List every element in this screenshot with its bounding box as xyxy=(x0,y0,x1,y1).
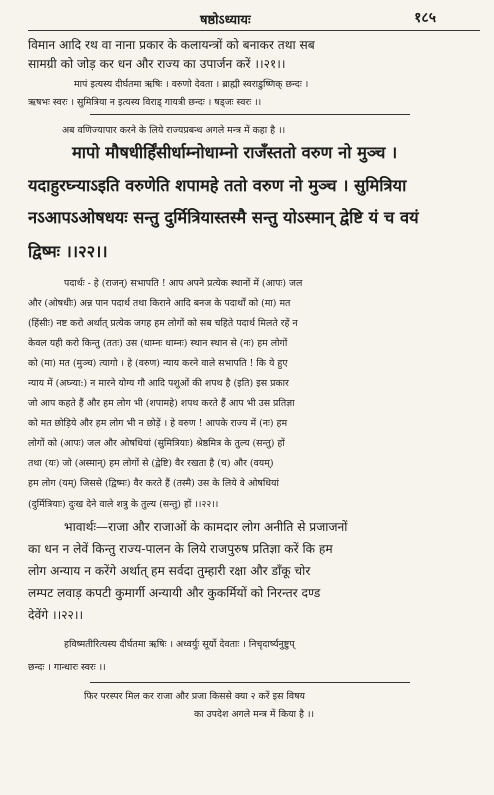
padartha-line: को (मा) मत (मुञ्च) त्यागो । हे (वरुण) न्याय करने वाले सभापति ! कि ये हुए xyxy=(28,358,288,369)
mantra-line: नऽआपऽओषधयः सन्तु दुर्मित्रियास्तस्मै सन्तु योऽस्मान् द्वेष्टि यं च वयं xyxy=(28,208,419,227)
bhavartha-line: का धन न लेवें किन्तु राज्य-पालन के लिये राजपुरुष प्रतिज्ञा करें कि हम xyxy=(28,542,333,556)
padartha-line: तथा (यः) जो (अस्मान्) हम लोगों से (द्वेष्टि) वैर रखता है (च) और (वयम्) xyxy=(28,458,274,469)
page-number: १८५ xyxy=(414,10,436,26)
bhavartha-line: भावार्थः—राजा और राजाओं के कामदार लोग अनीति से प्रजाजनों xyxy=(64,520,348,534)
bhavartha-line: लम्पट लवाड़ कपटी कुमार्गी अन्यायी और कुकर्मियों को निरन्तर दण्ड xyxy=(28,586,321,600)
mantra-meta-line: मापं इत्यस्य दीर्घतमा ऋषिः । वरुणो देवता । ब्राह्मी स्वराडुष्णिक् छन्दः । xyxy=(74,79,309,90)
padartha-line: केवल यही करो किन्तु (ततः) उस (धाम्नः धाम्नः) स्थान स्थान से (नः) हम लोगों xyxy=(28,338,288,349)
mantra-intro: अब वणिज्यापार करने के लिये राज्यप्रबन्ध अगले मन्त्र में कहा है ।। xyxy=(62,125,286,136)
padartha-line: (हिंसीः) नष्ट करो अर्थात् प्रत्येक जगह हम लोगों को सब चहिते पदार्थ मिलते रहें न xyxy=(28,318,298,329)
bhavartha-line: लोग अन्याय न करेंगे अर्थात् हम सर्वदा तुम्हारी रक्षा और डाँकू चोर xyxy=(28,564,311,578)
section-divider xyxy=(90,682,410,683)
page-header xyxy=(0,8,494,30)
next-mantra-intro: फिर परस्पर मिल कर राजा और प्रजा किससे क्या २ करें इस विषय xyxy=(84,691,305,702)
padartha-line: को मत छोड़िये और हम लोग भी न छोड़ें । हे वरुण ! आपके राज्य में (नः) हम xyxy=(28,418,288,429)
section-divider xyxy=(90,114,410,115)
prev-bhavartha-line: विमान आदि रथ वा नाना प्रकार के कलायन्त्रों को बनाकर तथा सब xyxy=(28,38,315,52)
chapter-title: षष्ठोऽध्यायः xyxy=(200,13,251,28)
bhavartha-line: देवेंगे ।।२२।। xyxy=(28,608,84,622)
padartha-line: हम लोग (यम्) जिससे (द्विष्मः) वैर करते हैं (तस्मै) उस के लिये वे ओषधियां xyxy=(28,478,279,489)
padartha-line: लोगों को (आपः) जल और ओषधियां (सुमित्रियाः) श्रेष्ठमित्र के तुल्य (सन्तु) हों xyxy=(28,438,285,449)
mantra-meta-line: छन्दः । गान्धारः स्वरः ।। xyxy=(28,662,106,673)
padartha-line: जो आप कहते हैं और हम लोग भी (शपामहे) शपथ करते हैं आप भी उस प्रतिज्ञा xyxy=(28,398,295,409)
mantra-line: द्विष्मः ।।२२।। xyxy=(28,242,108,261)
header-rule xyxy=(28,30,480,31)
prev-bhavartha-line: सामग्री को जोड़ कर धन और राज्य का उपार्जन करें ।।२१।। xyxy=(28,57,286,71)
mantra-line: मापो मौषधीर्हिंसीर्धाम्नोधाम्नो राजँस्ततो वरुण नो मुञ्च । xyxy=(72,143,398,162)
mantra-line: यदाहुरघ्न्याऽइति वरुणेति शपामहे ततो वरुण नो मुञ्च । सुमित्रिया xyxy=(28,176,407,195)
mantra-meta-line: हविष्मतीरित्यस्य दीर्घतमा ऋषिः । अध्वर्युः सूर्यो देवताः । निचृदार्ष्यनुष्टुप् xyxy=(64,639,295,650)
padartha-line: (दुर्मित्रियाः) दुःख देने वाले शत्रु के तुल्य (सन्तु) हों ।।२२।। xyxy=(28,499,219,510)
padartha-line: और (ओषधीः) अन्न पान पदार्थ तथा किराने आदि बनज के पदार्थों को (मा) मत xyxy=(28,298,291,309)
mantra-meta-line: ऋषभः स्वरः । सुमित्रिया न इत्यस्य विराड् गायत्री छन्दः । षड्जः स्वरः ।। xyxy=(28,97,262,108)
padartha-line: पदार्थः - हे (राजन्) सभापति ! आप अपने प्रत्येक स्थानों में (आपः) जल xyxy=(64,278,303,289)
padartha-line: न्याय में (अघ्न्या:) न मारने योग्य गौ आदि पशुओं की शपथ है (इति) इस प्रकार xyxy=(28,378,289,389)
next-mantra-intro: का उपदेश अगले मन्त्र में किया है ।। xyxy=(193,709,315,720)
